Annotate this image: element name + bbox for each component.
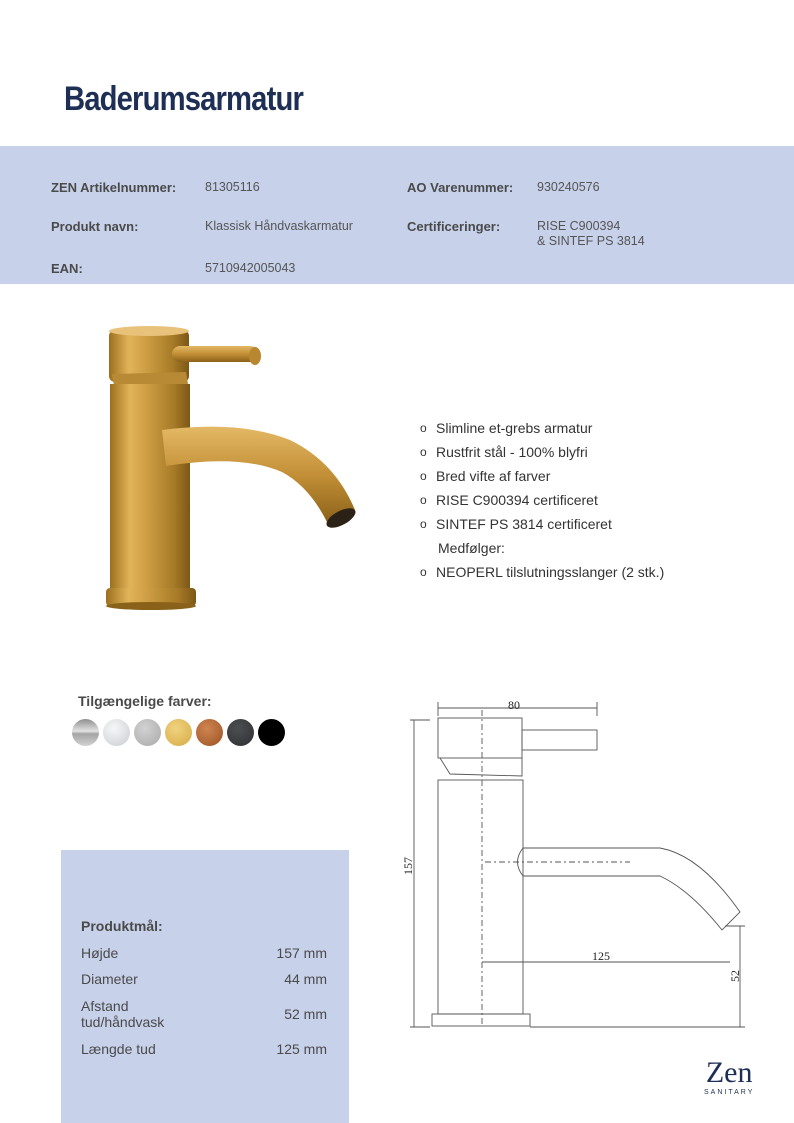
feature-item: Medfølger: bbox=[438, 540, 505, 556]
feature-item: o Slimline et-grebs armatur bbox=[420, 420, 593, 436]
page-title: Baderumsarmatur bbox=[64, 80, 303, 118]
certifications-value bbox=[537, 219, 645, 249]
color-swatch-light-grey bbox=[134, 719, 161, 746]
product-name-value: Klassisk Håndvaskarmatur bbox=[205, 219, 353, 233]
zen-article-label: ZEN Artikelnummer: bbox=[51, 180, 177, 195]
faucet-product-image bbox=[100, 322, 370, 617]
ean-value: 5710942005043 bbox=[205, 261, 296, 275]
feature-item: o SINTEF PS 3814 certificeret bbox=[420, 516, 612, 532]
zen-article-value: 81305116 bbox=[205, 180, 260, 194]
technical-drawing bbox=[400, 690, 760, 1035]
feature-item: o NEOPERL tilslutningsslanger (2 stk.) bbox=[420, 564, 665, 580]
color-swatch-black bbox=[258, 719, 285, 746]
product-dimensions-box: Produktmål: Højde 157 mm Diameter 44 mm Afstand tud/håndvask 52 mm Længde tud 125 mm bbox=[61, 850, 349, 1123]
bullet-icon: o bbox=[420, 445, 427, 459]
logo-subtitle: SANITARY bbox=[704, 1089, 755, 1096]
feature-item: o Bred vifte af farver bbox=[420, 468, 551, 484]
drawing-clearance-label: 52 bbox=[728, 970, 742, 982]
colors-title: Tilgængelige farver: bbox=[78, 693, 212, 709]
drawing-height-label: 157 bbox=[401, 857, 415, 875]
color-swatch-chrome bbox=[103, 719, 130, 746]
product-info-band bbox=[0, 146, 794, 284]
feature-list bbox=[420, 416, 664, 584]
bullet-icon: o bbox=[420, 517, 427, 531]
ao-number-label: AO Varenummer: bbox=[407, 180, 514, 195]
dimensions-title: Produktmål: bbox=[81, 918, 163, 934]
color-swatch-gunmetal bbox=[227, 719, 254, 746]
feature-item: o RISE C900394 certificeret bbox=[420, 492, 598, 508]
color-swatches bbox=[72, 719, 285, 746]
bullet-icon: o bbox=[420, 469, 427, 483]
logo-wordmark: Zen bbox=[705, 1056, 753, 1089]
color-swatch-copper bbox=[196, 719, 223, 746]
product-name-label: Produkt navn: bbox=[51, 219, 139, 234]
feature-item: o Rustfrit stål - 100% blyfri bbox=[420, 444, 588, 460]
certifications-label: Certificeringer: bbox=[407, 219, 501, 234]
ean-label: EAN: bbox=[51, 261, 83, 276]
zen-sanitary-logo bbox=[704, 1058, 754, 1096]
color-swatch-brushed-steel bbox=[72, 719, 99, 746]
drawing-spout-label: 125 bbox=[592, 949, 610, 963]
bullet-icon: o bbox=[420, 493, 427, 507]
ao-number-value: 930240576 bbox=[537, 180, 600, 194]
color-swatch-brushed-gold bbox=[165, 719, 192, 746]
dimension-row-clearance: Afstand tud/håndvask 52 mm bbox=[81, 998, 327, 1030]
drawing-width-label: 80 bbox=[508, 698, 520, 712]
bullet-icon: o bbox=[420, 565, 427, 579]
certification-rise: RISE C900394 bbox=[537, 219, 621, 233]
bullet-icon: o bbox=[420, 421, 427, 435]
certification-sintef: & SINTEF PS 3814 bbox=[537, 234, 645, 248]
